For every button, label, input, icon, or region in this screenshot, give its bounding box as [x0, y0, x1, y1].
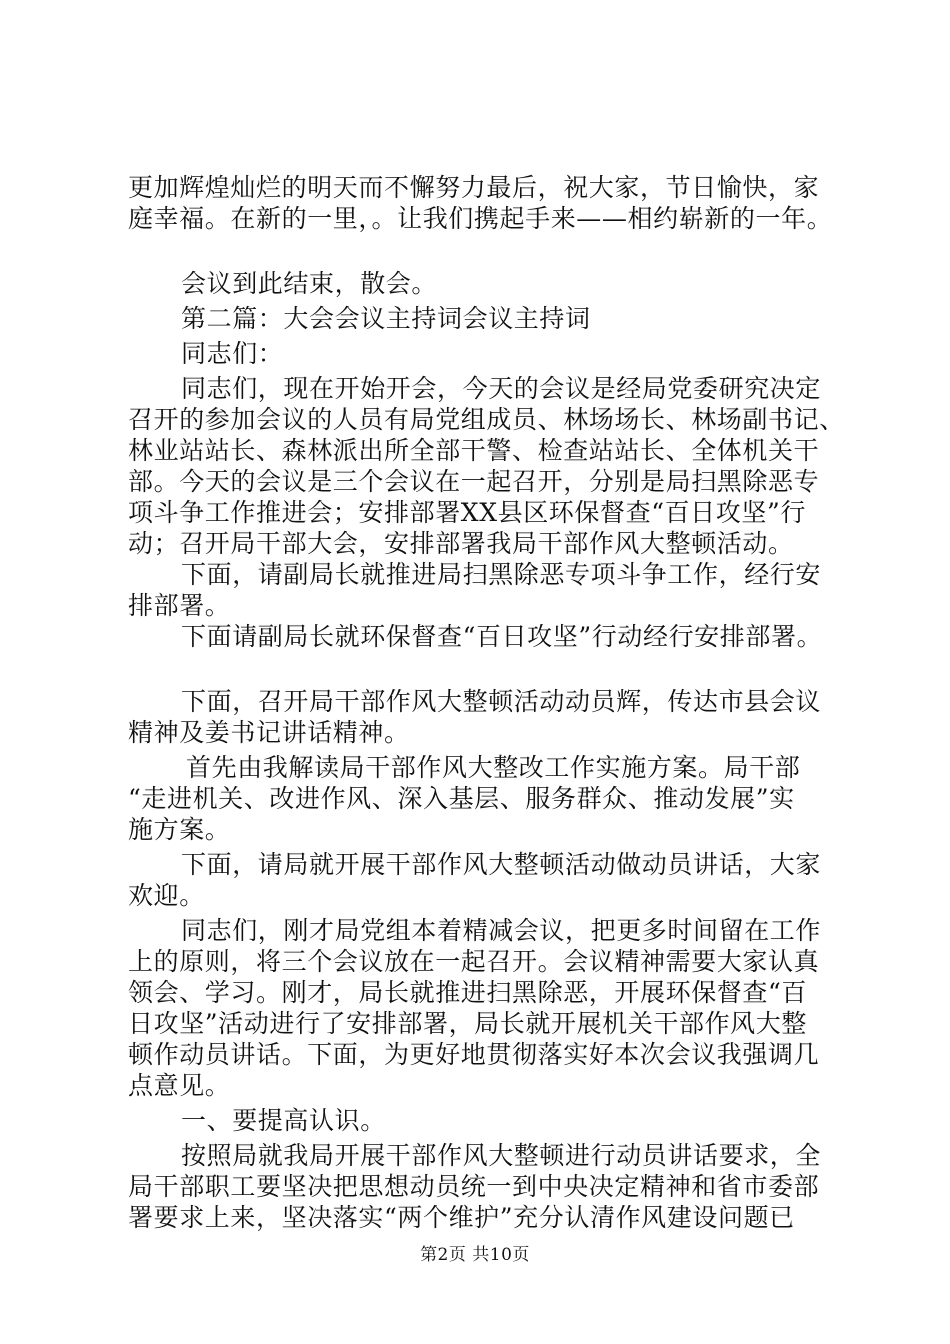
document-body	[128, 172, 848, 1233]
text-line: 局干部职工要坚决把思想动员统一到中央决定精神和省市委部	[128, 1172, 820, 1201]
page-footer: 第2页 共10页	[420, 1245, 530, 1265]
text-line: 施方案。	[128, 815, 231, 844]
text-line: 林业站站长、森林派出所全部干警、检查站站长、全体机关干	[128, 436, 820, 465]
text-line: “走进机关、改进作风、深入基层、服务群众、推动发展”实	[128, 784, 795, 813]
text-line: 按照局就我局开展干部作风大整顿进行动员讲话要求，全	[181, 1141, 822, 1170]
text-line: 更加辉煌灿烂的明天而不懈努力最后，祝大家，节日愉快，家	[128, 173, 820, 202]
text-line: 署要求上来，坚决落实“两个维护”充分认清作风建设问题已	[128, 1203, 795, 1232]
text-line: 召开的参加会议的人员有局党组成员、林场场长、林场副书记、	[128, 405, 845, 434]
text-line: 欢迎。	[128, 881, 205, 910]
text-line: 下面，请局就开展干部作风大整顿活动做动员讲话，大家	[181, 850, 822, 879]
text-line: 点意见。	[128, 1071, 231, 1100]
text-line: 精神及姜书记讲话精神。	[128, 718, 410, 747]
text-line: 日攻坚”活动进行了安排部署，局长就开展机关干部作风大整	[128, 1009, 807, 1038]
text-line: 庭幸福。在新的一里，。让我们携起手来——相约崭新的一年。	[128, 204, 833, 233]
text-line: 下面请副局长就环保督查“百日攻坚”行动经行安排部署。	[181, 622, 823, 651]
text-line: 顿作动员讲话。下面，为更好地贯彻落实好本次会议我强调几	[128, 1040, 820, 1069]
section-heading: 第二篇：大会会议主持词会议主持词	[181, 304, 591, 333]
section-heading: 一、要提高认识。	[181, 1106, 386, 1135]
text-line: 下面，召开局干部作风大整顿活动动员辉，传达市县会议	[181, 687, 822, 716]
text-line: 同志们：	[181, 339, 284, 368]
text-line: 项斗争工作推进会；安排部署XX县区环保督查“百日攻坚”行	[128, 498, 806, 527]
text-line: 领会、学习。刚才，局长就推进扫黑除恶，开展环保督查“百	[128, 978, 807, 1007]
text-line: 上的原则，将三个会议放在一起召开。会议精神需要大家认真	[128, 947, 820, 976]
text-line: 动；召开局干部大会，安排部署我局干部作风大整顿活动。	[128, 529, 794, 558]
text-line: 排部署。	[128, 591, 231, 620]
text-line: 同志们，现在开始开会，今天的会议是经局党委研究决定	[181, 374, 822, 403]
text-line: 首先由我解读局干部作风大整改工作实施方案。局干部	[186, 753, 801, 782]
text-line: 下面，请副局长就推进局扫黑除恶专项斗争工作，经行安	[181, 560, 822, 589]
text-line: 部。今天的会议是三个会议在一起召开，分别是局扫黑除恶专	[128, 467, 820, 496]
text-line: 会议到此结束，散会。	[181, 269, 438, 298]
text-line: 同志们，刚才局党组本着精减会议，把更多时间留在工作	[181, 916, 822, 945]
